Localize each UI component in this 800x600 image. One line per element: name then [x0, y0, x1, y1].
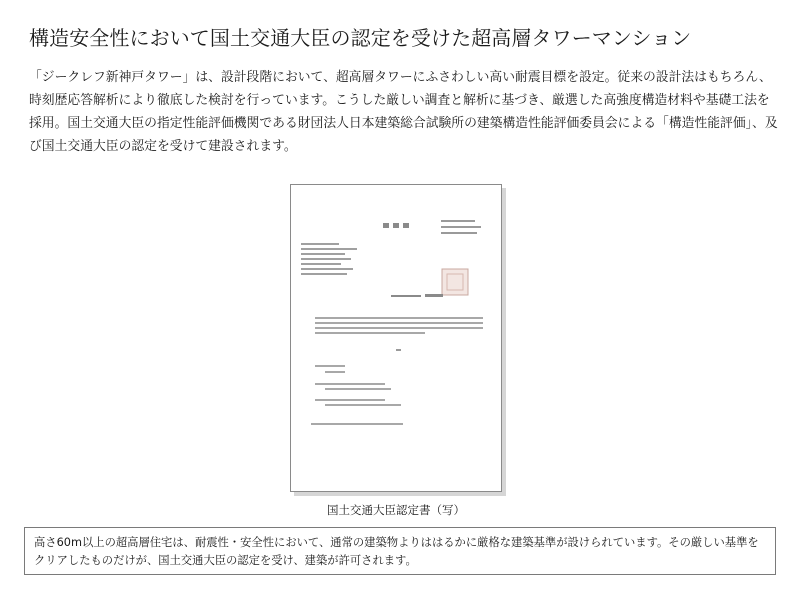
bottom-band: [0, 578, 800, 600]
certificate-illustration: [291, 185, 503, 493]
note-box: [24, 527, 776, 575]
note-text: 高さ60m以上の超高層住宅は、耐震性・安全性において、通常の建築物よりははるかに厳格な建築基準が設けられています。その厳しい基準をクリアしたものだけが、国土交通大臣の認定を受け、建築が許可されます。: [34, 536, 759, 567]
page-title: 構造安全性において国土交通大臣の認定を受けた超高層タワーマンション: [29, 26, 692, 50]
certificate-image: [290, 184, 502, 492]
intro-paragraph: 「ジークレフ新神戸タワー」は、設計段階において、超高層タワーにふさわしい高い耐震目標を設定。従来の設計法はもちろん、時刻歴応答解析により徹底した検討を行っています。こうした厳しい調査と解析に基づき、厳選した高強度構造材料や基礎工法を採用。国土交通大臣の指定性能評価機関である財団法人日本建築総合試験所の建築構造性能評価委員会による「構造性能評価」、及び国土交通大臣の認定を受けて建設されます。: [29, 70, 778, 154]
figure-caption: 国土交通大臣認定書（写）: [327, 503, 465, 517]
